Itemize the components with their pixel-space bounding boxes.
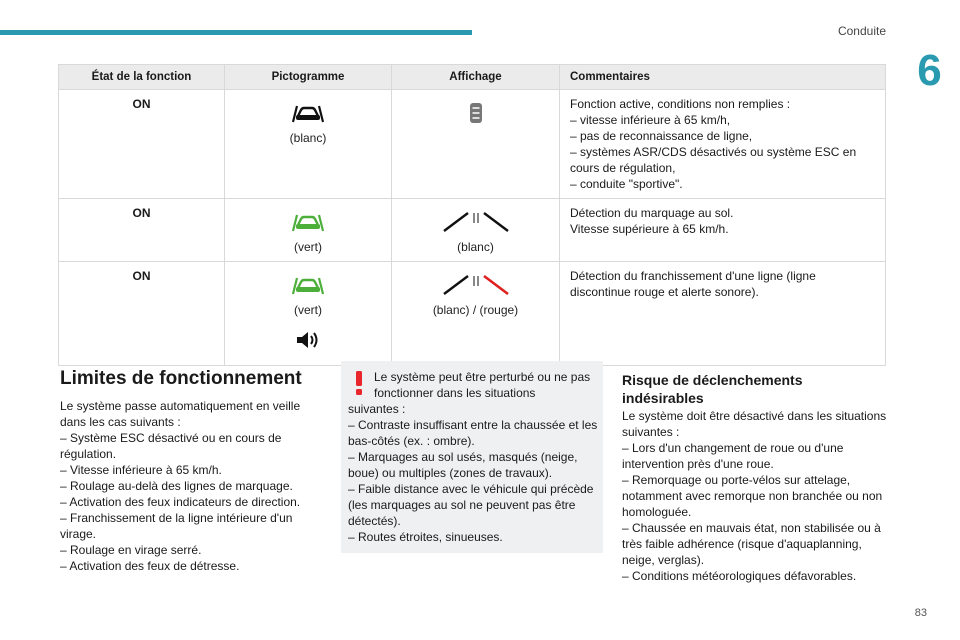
lane-assist-green-icon [292, 274, 324, 296]
risk-line: – Conditions météorologiques défavorables. [622, 569, 857, 583]
chapter-number: 6 [917, 46, 942, 95]
header-state: État de la fonction [59, 65, 225, 90]
header-accent-bar [0, 30, 472, 35]
warning-note [341, 361, 603, 553]
pictogram-caption: (vert) [294, 240, 322, 254]
display-caption: (blanc) / (rouge) [432, 303, 519, 317]
limits-line: – Système ESC désactivé ou en cours de régulation. [60, 431, 282, 461]
lane-assist-green-icon [292, 211, 324, 233]
display-cell [392, 199, 560, 262]
limits-line: Le système passe automatiquement en veille dans les cas suivants : [60, 399, 301, 429]
page-number: 83 [914, 607, 927, 619]
risk-line: – Lors d'un changement de roue ou d'une intervention près d'une roue. [622, 441, 844, 471]
state-cell: ON [59, 90, 225, 199]
table-header-row [59, 65, 886, 90]
comment-line: – vitesse inférieure à 65 km/h, [570, 113, 731, 127]
display-inactive-icon [469, 102, 483, 124]
comment-line: Vitesse supérieure à 65 km/h. [570, 222, 729, 236]
note-line: suivantes : [348, 402, 406, 416]
comment-line: – conduite "sportive". [570, 177, 683, 191]
note-line: – Faible distance avec le véhicule qui précède (les marquages au sol ne peuvent pas être détectés). [348, 482, 594, 528]
comments-cell [560, 262, 886, 366]
note-line: – Contraste insuffisant entre la chaussée et les bas-côtés (ex. : ombre). [348, 418, 598, 448]
comment-line: Détection du franchissement d'une ligne (ligne discontinue rouge et alerte sonore). [570, 269, 816, 299]
section-label: Conduite [837, 24, 886, 38]
limits-heading: Limites de fonctionnement [60, 368, 302, 389]
limits-text [60, 398, 310, 574]
risk-text [622, 408, 892, 584]
comment-line: Fonction active, conditions non remplies : [570, 97, 791, 111]
comment-line: – pas de reconnaissance de ligne, [570, 129, 753, 143]
display-caption: (blanc) [457, 240, 494, 254]
comment-line: – systèmes ASR/CDS désactivés ou système ESC en cours de régulation, [570, 145, 857, 175]
limits-line: – Roulage au-delà des lignes de marquage. [60, 479, 293, 493]
limits-line: – Franchissement de la ligne intérieure d'un virage. [60, 511, 293, 541]
display-cell [392, 262, 560, 366]
header-display: Affichage [392, 65, 560, 90]
note-line: – Marquages au sol usés, masqués (neige, boue) ou multiples (zones de travaux). [348, 450, 578, 480]
header-pictogram: Pictogramme [225, 65, 392, 90]
pictogram-cell [225, 90, 392, 199]
display-cell [392, 90, 560, 199]
table-row [59, 262, 886, 366]
speaker-sound-icon [295, 330, 321, 350]
state-cell: ON [59, 262, 225, 366]
comments-cell [560, 199, 886, 262]
pictogram-cell [225, 262, 392, 366]
limits-line: – Roulage en virage serré. [60, 543, 202, 557]
risk-line: – Chaussée en mauvais état, non stabilisée ou à très faible adhérence (risque d'aquaplanning, neige, verglas). [622, 521, 881, 567]
table-row [59, 199, 886, 262]
pictogram-caption: (vert) [294, 303, 322, 317]
risk-line: – Remorquage ou porte-vélos sur attelage, notamment avec remorque non branchée ou non homologuée. [622, 473, 883, 519]
note-line: – Routes étroites, sinueuses. [348, 530, 503, 544]
table-row [59, 90, 886, 199]
limits-line: – Activation des feux indicateurs de direction. [60, 495, 301, 509]
lane-assist-white-icon [292, 102, 324, 124]
comments-cell [560, 90, 886, 199]
risk-line: Le système doit être désactivé dans les situations suivantes : [622, 409, 887, 439]
function-status-table [58, 64, 886, 366]
pictogram-cell [225, 199, 392, 262]
note-intro: Le système peut être perturbé ou ne pas fonctionner dans les situations [374, 370, 591, 400]
lane-crossing-red-icon [440, 274, 512, 296]
limits-line: – Vitesse inférieure à 65 km/h. [60, 463, 222, 477]
lane-lines-white-icon [440, 211, 512, 233]
comment-line: Détection du marquage au sol. [570, 206, 734, 220]
pictogram-caption: (blanc) [289, 131, 327, 145]
header-comments: Commentaires [560, 65, 886, 90]
risk-heading: Risque de déclenchements indésirables [622, 372, 803, 406]
limits-line: – Activation des feux de détresse. [60, 559, 240, 573]
state-cell: ON [59, 199, 225, 262]
